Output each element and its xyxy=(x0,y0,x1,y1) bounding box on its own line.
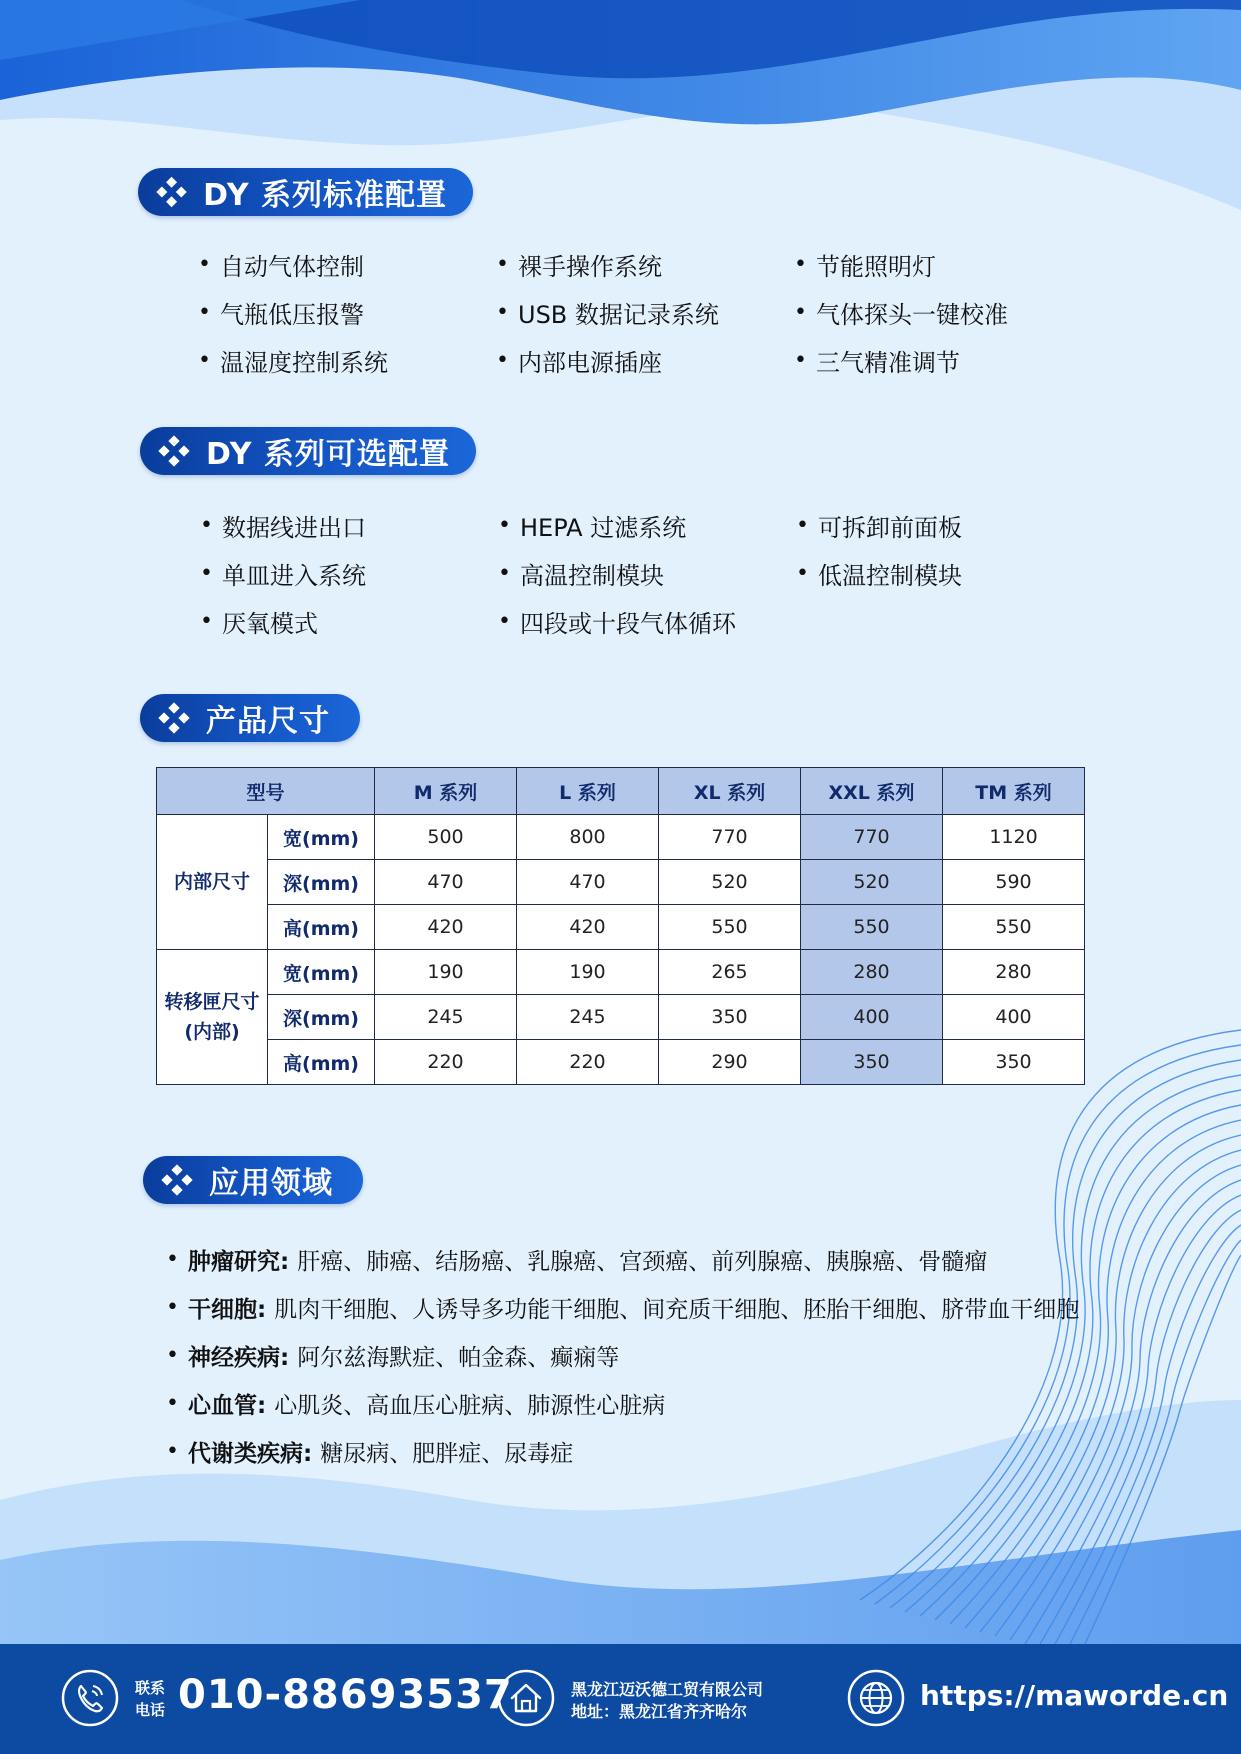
table-cell: 550 xyxy=(801,905,943,950)
table-row xyxy=(157,815,1085,860)
table-cell: 245 xyxy=(375,995,517,1040)
table-cell: 245 xyxy=(517,995,659,1040)
row-group-label: 转移匣尺寸 (内部) xyxy=(157,950,268,1085)
table-cell: 520 xyxy=(801,860,943,905)
list-item: • 低温控制模块 xyxy=(796,560,962,590)
list-item: • 节能照明灯 xyxy=(794,251,936,281)
row-label: 高(mm) xyxy=(268,905,375,950)
row-label: 深(mm) xyxy=(268,860,375,905)
contact-label: 联系 电话 xyxy=(135,1679,166,1719)
list-item: • 神经疾病: 阿尔兹海默症、帕金森、癫痫等 xyxy=(166,1342,620,1371)
table-cell: 520 xyxy=(659,860,801,905)
table-cell: 280 xyxy=(801,950,943,995)
table-cell: 550 xyxy=(659,905,801,950)
row-label: 宽(mm) xyxy=(268,950,375,995)
diamond-cluster-icon xyxy=(156,176,187,208)
table-cell: 190 xyxy=(375,950,517,995)
list-item: • 心血管: 心肌炎、高血压心脏病、肺源性心脏病 xyxy=(166,1390,666,1419)
table-cell: 290 xyxy=(659,1040,801,1085)
table-cell: 420 xyxy=(375,905,517,950)
section-optional-title xyxy=(140,427,476,475)
applications-list xyxy=(166,1235,1079,1475)
table-cell: 400 xyxy=(943,995,1085,1040)
diamond-cluster-icon xyxy=(161,1164,193,1196)
row-label: 高(mm) xyxy=(268,1040,375,1085)
table-cell: 420 xyxy=(517,905,659,950)
list-item: • 温湿度控制系统 xyxy=(198,347,388,377)
phone-number[interactable]: 010-88693537 xyxy=(178,1672,513,1718)
table-cell: 550 xyxy=(943,905,1085,950)
list-item: • 裸手操作系统 xyxy=(496,251,662,281)
list-item: • 内部电源插座 xyxy=(496,347,662,377)
section-title: DY 系列可选配置 xyxy=(206,437,450,472)
table-cell: 220 xyxy=(375,1040,517,1085)
table-cell: 190 xyxy=(517,950,659,995)
list-item: • HEPA 过滤系统 xyxy=(498,512,687,542)
column-header: M 系列 xyxy=(375,768,517,815)
row-group-label: 内部尺寸 xyxy=(157,815,268,950)
column-header-model: 型号 xyxy=(157,768,375,815)
table-row xyxy=(157,995,1085,1040)
table-cell: 350 xyxy=(943,1040,1085,1085)
list-item: • 干细胞: 肌肉干细胞、人诱导多功能干细胞、间充质干细胞、胚胎干细胞、脐带血干细胞 xyxy=(166,1294,1080,1323)
list-item: • 高温控制模块 xyxy=(498,560,664,590)
table-cell: 500 xyxy=(375,815,517,860)
list-item: • 三气精准调节 xyxy=(794,347,960,377)
table-cell: 400 xyxy=(801,995,943,1040)
list-item: • 肿瘤研究: 肝癌、肺癌、结肠癌、乳腺癌、宫颈癌、前列腺癌、胰腺癌、骨髓瘤 xyxy=(166,1246,988,1275)
phone-icon xyxy=(61,1669,119,1727)
section-title: 应用领域 xyxy=(209,1166,333,1201)
section-dimensions-title xyxy=(140,694,360,742)
list-item: • 气瓶低压报警 xyxy=(198,299,364,329)
dimensions-table xyxy=(156,767,1085,1085)
list-item: • 数据线进出口 xyxy=(200,512,366,542)
table-cell: 800 xyxy=(517,815,659,860)
footer xyxy=(0,1644,1241,1754)
table-header-row xyxy=(157,768,1085,815)
list-item: • 厌氧模式 xyxy=(200,608,318,638)
list-item: • 可拆卸前面板 xyxy=(796,512,962,542)
row-label: 宽(mm) xyxy=(268,815,375,860)
table-cell: 350 xyxy=(801,1040,943,1085)
list-item: • USB 数据记录系统 xyxy=(496,299,719,329)
website-link[interactable]: https://maworde.cn xyxy=(920,1679,1229,1712)
table-cell: 265 xyxy=(659,950,801,995)
list-item: • 气体探头一键校准 xyxy=(794,299,1008,329)
section-title: 产品尺寸 xyxy=(206,704,330,739)
list-item: • 自动气体控制 xyxy=(198,251,364,281)
table-row xyxy=(157,1040,1085,1085)
table-cell: 590 xyxy=(943,860,1085,905)
column-header: TM 系列 xyxy=(943,768,1085,815)
globe-icon xyxy=(847,1669,905,1727)
company-info: 黑龙江迈沃德工贸有限公司 地址：黑龙江省齐齐哈尔 xyxy=(571,1680,764,1721)
diamond-cluster-icon xyxy=(158,435,190,467)
column-header: L 系列 xyxy=(517,768,659,815)
row-label: 深(mm) xyxy=(268,995,375,1040)
section-applications-title xyxy=(143,1156,363,1204)
table-row xyxy=(157,860,1085,905)
table-cell: 770 xyxy=(659,815,801,860)
list-item: • 四段或十段气体循环 xyxy=(498,608,736,638)
table-row xyxy=(157,905,1085,950)
table-row xyxy=(157,950,1085,995)
list-item: • 单皿进入系统 xyxy=(200,560,366,590)
column-header: XL 系列 xyxy=(659,768,801,815)
table-cell: 280 xyxy=(943,950,1085,995)
table-cell: 220 xyxy=(517,1040,659,1085)
table-cell: 1120 xyxy=(943,815,1085,860)
table-cell: 470 xyxy=(517,860,659,905)
table-cell: 770 xyxy=(801,815,943,860)
home-icon xyxy=(497,1669,555,1727)
section-standard-title xyxy=(138,168,473,216)
standard-feature-list xyxy=(198,240,1092,384)
column-header: XXL 系列 xyxy=(801,768,943,815)
table-cell: 470 xyxy=(375,860,517,905)
optional-feature-list xyxy=(200,501,1094,645)
table-cell: 350 xyxy=(659,995,801,1040)
diamond-cluster-icon xyxy=(158,702,190,734)
section-title: DY 系列标准配置 xyxy=(203,178,447,213)
list-item: • 代谢类疾病: 糖尿病、肥胖症、尿毒症 xyxy=(166,1438,574,1467)
